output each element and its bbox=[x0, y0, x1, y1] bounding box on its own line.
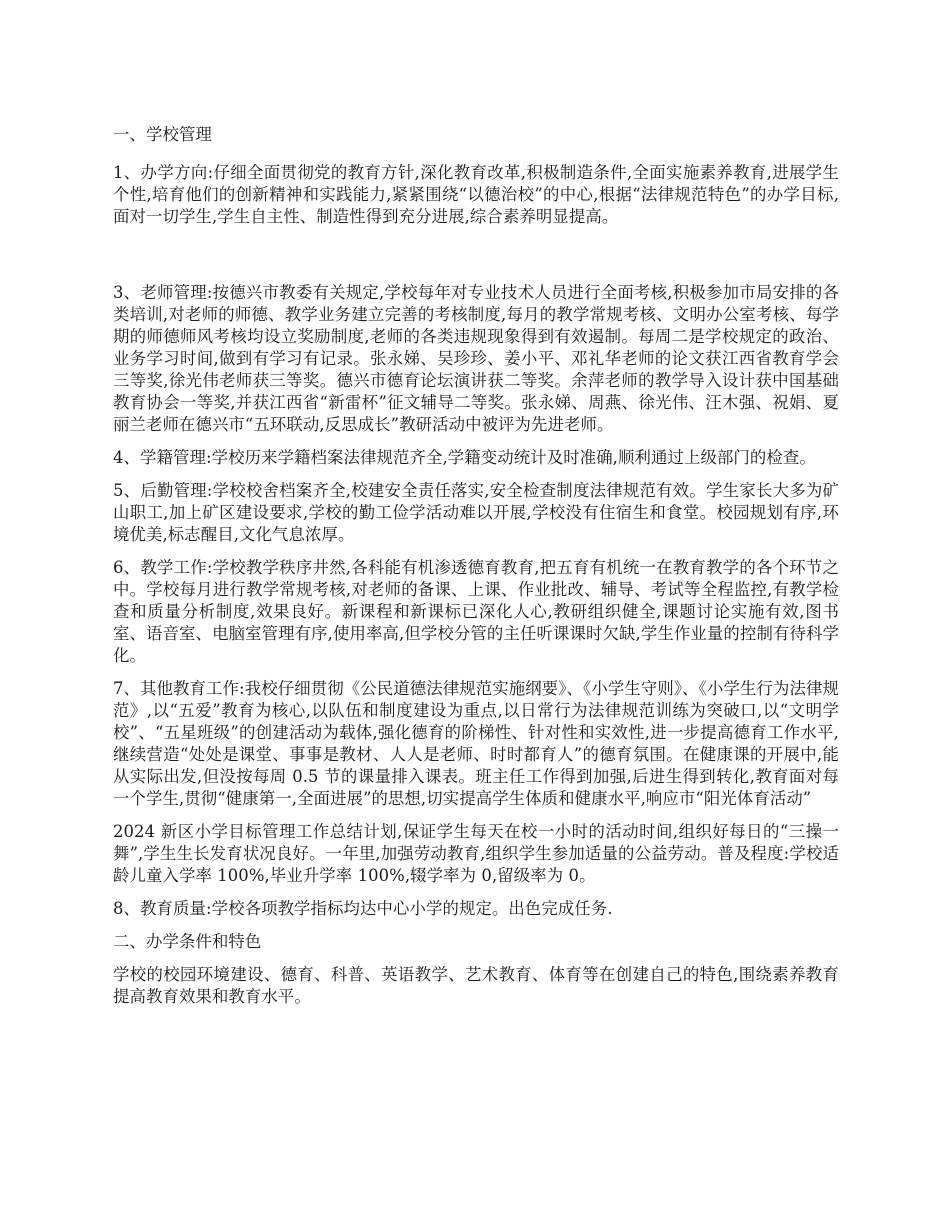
paragraph-education-quality: 8、教育质量:学校各项教学指标均达中心小学的规定。出色完成任务. bbox=[113, 899, 613, 918]
paragraph-logistics: 5、后勤管理:学校校舍档案齐全,校建安全责任落实,安全检查制度法律规范有效。学生家长大多为矿山职工,加上矿区建设要求,学校的勤工俭学活动难以开展,学校没有住宿生和食堂。校园规划有序,环境优美,标志醒目,文化气息浓厚。 bbox=[113, 481, 839, 544]
paragraph-campus-features: 学校的校园环境建设、德育、科普、英语教学、艺术教育、体育等在创建自己的特色,围绕素养教育提高教育效果和教育水平。 bbox=[113, 965, 839, 1006]
section-heading-school-management: 一、学校管理 bbox=[113, 125, 212, 144]
paragraph-teacher-management: 3、老师管理:按德兴市教委有关规定,学校每年对专业技术人员进行全面考核,积极参加市局安排的各类培训,对老师的师德、教学业务建立完善的考核制度,每月的教学常规考核、文明办公室考核、每学期的师德师风考核均设立奖励制度,老师的各类违规现象得到有效遏制。每周二是学校规定的政治、业务学习时间,做到有学习有记录。张永娣、吴珍珍、姜小平、邓礼华老师的论文获江西省教育学会三等奖,徐光伟老师获三等奖。德兴市德育论坛演讲获二等奖。余萍老师的教学导入设计获中国基础教育协会一等奖,并获江西省“新雷杯”征文辅导二等奖。张永娣、周燕、徐光伟、汪木强、祝娟、夏丽兰老师在德兴市“五环联动,反思成长”教研活动中被评为先进老师。 bbox=[113, 283, 839, 434]
paragraph-teaching-work: 6、教学工作:学校教学秩序井然,各科能有机渗透德育教育,把五育有机统一在教育教学的各个环节之中。学校每月进行教学常规考核,对老师的备课、上课、作业批改、辅导、考试等全程监控,有教学检查和质量分析制度,效果良好。新课程和新课标已深化人心,教研组织健全,课题讨论实施有效,图书室、语音室、电脑室管理有序,使用率高,但学校分管的主任听课课时欠缺,学生作业量的控制有待科学化。 bbox=[113, 558, 839, 665]
section-heading-conditions-features: 二、办学条件和特色 bbox=[113, 932, 262, 951]
document-body bbox=[113, 124, 839, 1008]
paragraph-activity-plan: 2024 新区小学目标管理工作总结计划,保证学生每天在校一小时的活动时间,组织好每日的“三操一舞”,学生生长发育状况良好。一年里,加强劳动教育,组织学生参加适量的公益劳动。普及程度:学校适龄儿童入学率 100%,毕业升学率 100%,辍学率为 0,留级率为 0。 bbox=[113, 822, 839, 885]
paragraph-school-direction: 1、办学方向:仔细全面贯彻党的教育方针,深化教育改革,积极制造条件,全面实施素养教育,进展学生个性,培育他们的创新精神和实践能力,紧紧围绕“以德治校”的中心,根据“法律规范特色”的办学目标,面对一切学生,学生自主性、制造性得到充分进展,综合素养明显提高。 bbox=[113, 163, 839, 226]
paragraph-other-education: 7、其他教育工作:我校仔细贯彻《公民道德法律规范实施纲要》、《小学生守则》、《小学生行为法律规范》,以“五爱”教育为核心,以队伍和制度建设为重点,以日常行为法律规范训练为突破口,以“文明学校”、“五星班级”的创建活动为载体,强化德育的阶梯性、针对性和实效性,进一步提高德育工作水平,继续营造“处处是课堂、事事是教材、人人是老师、时时都育人”的德育氛围。在健康课的开展中,能从实际出发,但没按每周 0.5 节的课量排入课表。班主任工作得到加强,后进生得到转化,教育面对每一个学生,贯彻“健康第一,全面进展”的思想,切实提高学生体质和健康水平,响应市“阳光体育活动” bbox=[113, 679, 839, 808]
paragraph-student-records: 4、学籍管理:学校历来学籍档案法律规范齐全,学籍变动统计及时准确,顺利通过上级部门的检查。 bbox=[113, 448, 816, 467]
